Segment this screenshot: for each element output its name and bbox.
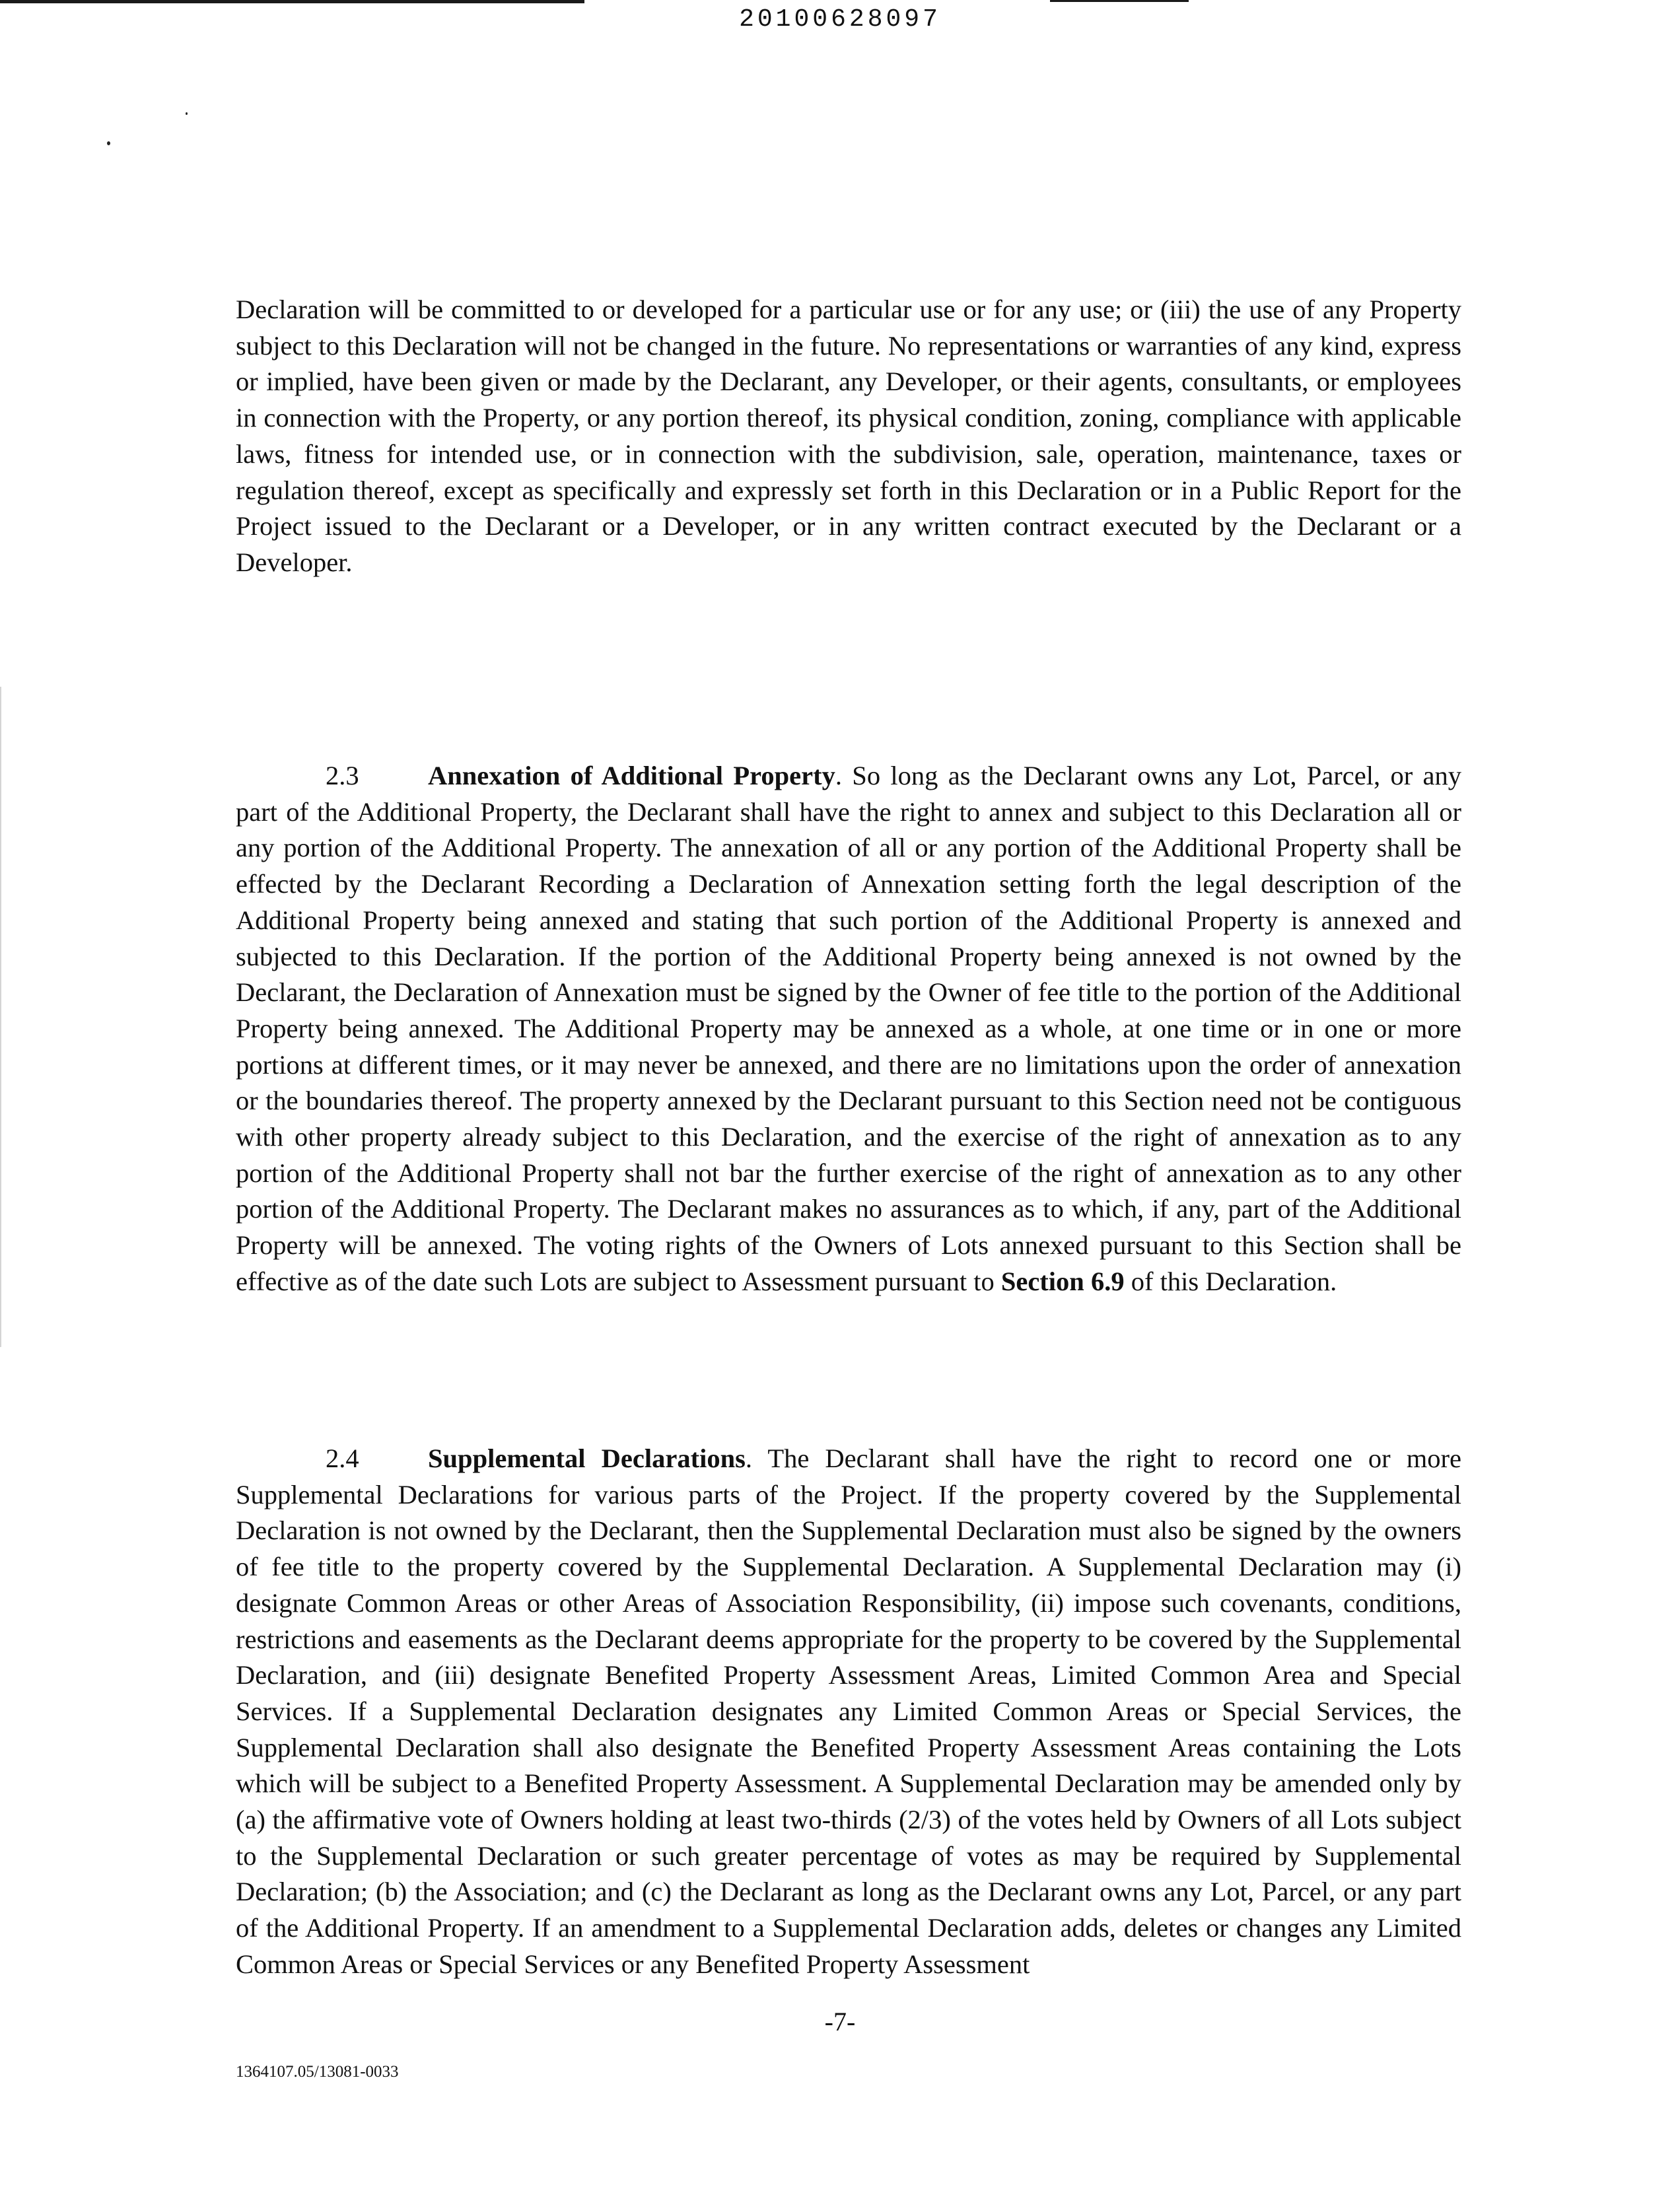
section-body: So long as the Declarant owns any Lot, Parcel, or any part of the Additional Property, the Declarant shall have the right to annex and subject to this Declaration all or any portion of the Additional Property. The annexation of all or any portion of the Additional Property shall be effected by the Declarant Recording a Declaration of Annexation setting forth the legal description of the Additional Property being annexed and stating that such portion of the Additional Property is annexed and subjected to this Declaration. If the portion of the Additional Property being annexed is not owned by the Declarant, the Declaration of Annexation must be signed by the Owner of fee title to the portion of the Additional Property being annexed. The Additional Property may be annexed as a whole, at one time or in one or more portions at different times, or it may never be annexed, and there are no limitations upon the order of annexation or the boundaries thereof. The property annexed by the Declarant pursuant to this Section need not be contiguous with other property already subject to this Declaration, and the exercise of the right of annexation as to any portion of the Additional Property shall not bar the further exercise of the right of annexation as to any other portion of the Additional Property. The Declarant makes no assurances as to which, if any, part of the Additional Property will be annexed. The voting rights of the Owners of Lots annexed pursuant to this Section shall be effective as of the date such Lots are subject to Assessment pursuant to	[236, 761, 1461, 1296]
paragraph-continuation: Declaration will be committed to or developed for a particular use or for any use; or (iii) the use of any Property subject to this Declaration will not be changed in the future. No representations or warranties of any kind, express or implied, have been given or made by the Declarant, any Developer, or their agents, consultants, or employees in connection with the Property, or any portion thereof, its physical condition, zoning, compliance with applicable laws, fitness for intended use, or in connection with the subdivision, sale, operation, maintenance, taxes or regulation thereof, except as specifically and expressly set forth in this Declaration or in a Public Report for the Project issued to the Declarant or a Developer, or in any written contract executed by the Declarant or a Developer.	[236, 295, 1461, 577]
section-2-4-paragraph	[236, 1441, 1461, 1983]
section-heading-period: .	[835, 761, 842, 790]
document-id: 1364107.05/13081-0033	[236, 2063, 399, 2081]
scan-edge-line	[0, 687, 1, 1347]
section-2-3-paragraph	[236, 758, 1461, 1300]
section-heading: Annexation of Additional Property	[428, 761, 835, 790]
section-body-end: of this Declaration.	[1124, 1266, 1337, 1296]
section-number: 2.4	[326, 1443, 359, 1473]
section-number: 2.3	[326, 761, 359, 790]
section-reference: Section 6.9	[1000, 1266, 1125, 1296]
scan-speck	[107, 141, 110, 145]
recording-number: 20100628097	[739, 5, 941, 34]
section-heading: Supplemental Declarations	[428, 1443, 746, 1473]
section-heading-period: .	[745, 1443, 752, 1473]
scan-speck	[186, 112, 188, 115]
section-body: The Declarant shall have the right to record one or more Supplemental Declarations for various parts of the Project. If the property covered by the Supplemental Declaration is not owned by the Declarant, then the Supplemental Declaration must also be signed by the owners of fee title to the property covered by the Supplemental Declaration. A Supplemental Declaration may (i) designate Common Areas or other Areas of Association Responsibility, (ii) impose such covenants, conditions, restrictions and easements as the Declarant deems appropriate for the property to be covered by the Supplemental Declaration, and (iii) designate Benefited Property Assessment Areas, Limited Common Area and Special Services. If a Supplemental Declaration designates any Limited Common Areas or Special Services, the Supplemental Declaration shall also designate the Benefited Property Assessment Areas containing the Lots which will be subject to a Benefited Property Assessment. A Supplemental Declaration may be amended only by (a) the affirmative vote of Owners holding at least two-thirds (2/3) of the votes held by Owners of all Lots subject to the Supplemental Declaration or such greater percentage of votes as may be required by Supplemental Declaration; (b) the Association; and (c) the Declarant as long as the Declarant owns any Lot, Parcel, or any part of the Additional Property. If an amendment to a Supplemental Declaration adds, deletes or changes any Limited Common Areas or Special Services or any Benefited Property Assessment	[236, 1443, 1461, 1979]
page-number: -7-	[824, 2007, 856, 2036]
